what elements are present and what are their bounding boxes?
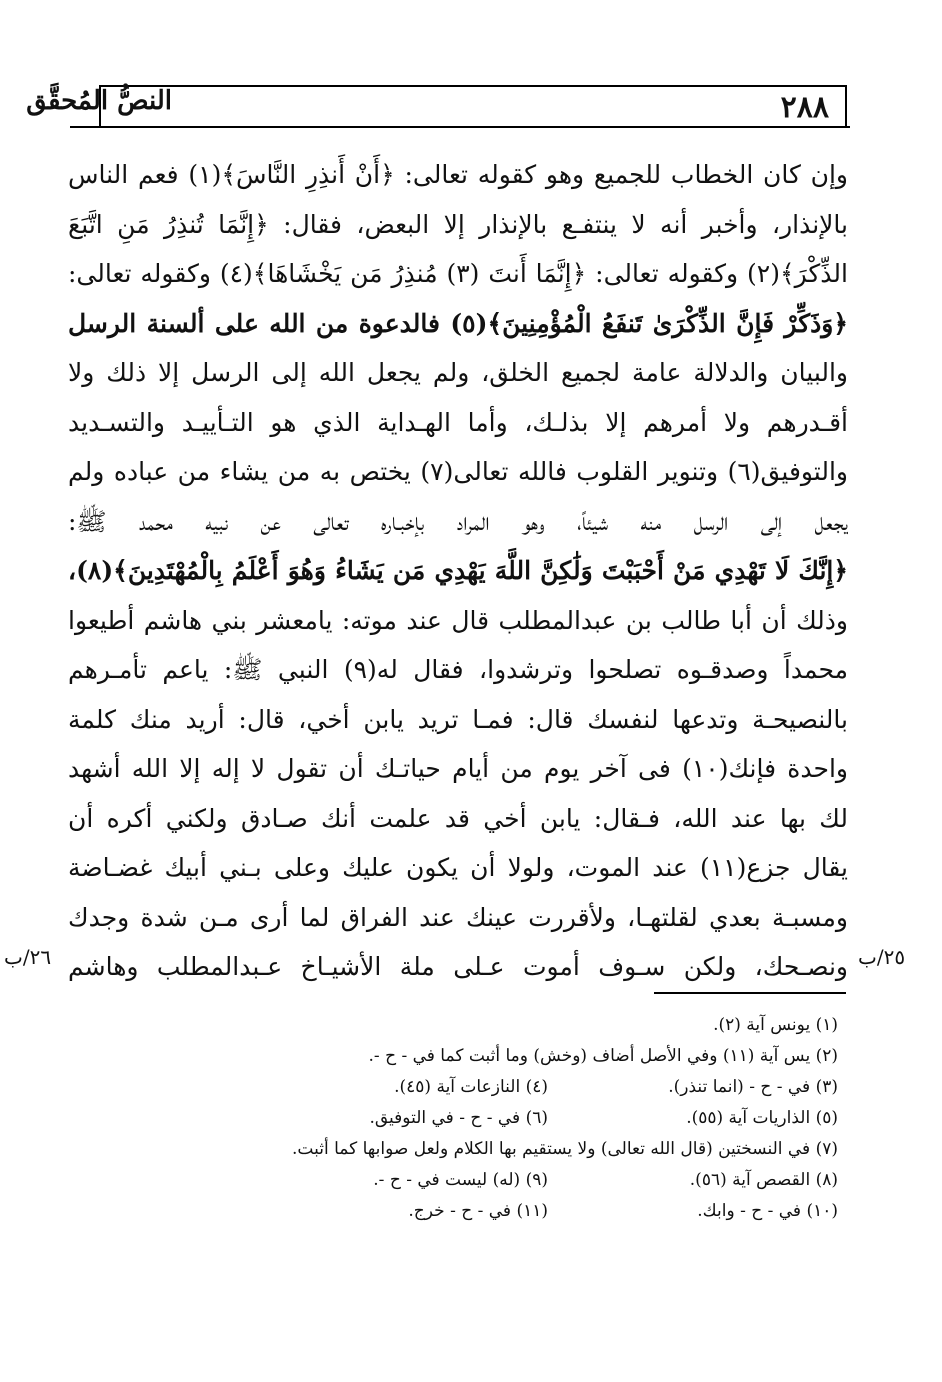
footnote-10: (١٠) في - ح - وابك. — [697, 1201, 838, 1221]
main-text — [68, 150, 848, 992]
footnote-separator — [654, 992, 846, 994]
text-line: واحدة فإنك(١٠) فى آخر يوم من أيام حياتـك أن تقول لا إله إلا الله أشهد — [68, 754, 848, 783]
quran-verse-line: ﴿إِنَّكَ لَا تَهْدِي مَنْ أَحْبَبْتَ وَلَٰكِنَّ اللَّهَ يَهْدِي مَن يَشَاءُ وَهُوَ أَعْلَمُ بِالْمُهْتَدِينَ﴾(٨)، — [68, 556, 848, 585]
running-header-title: النصُّ المُحقَّق — [26, 86, 172, 116]
text-line: بالنصيحـة وتدعها لنفسك قال: فمـا تريد يابن أخي، قال: أريد منك كلمة — [68, 704, 848, 734]
footnote-2: (٢) يس آية (١١) وفي الأصل أضاف (وخش) وما أثبت كما في - ح -. — [368, 1046, 838, 1066]
text-line: والبيان والدلالة عامة لجميع الخلق، ولم يجعل الله إلى الرسل إلا ذلك ولا — [68, 358, 848, 387]
page-number-box — [99, 85, 847, 127]
text-line: بالإنذار، وأخبر أنه لا ينتفـع بالإنذار إلا البعض، فقال: ﴿إِنَّمَا تُنذِرُ مَنِ اتَّبَعَ — [68, 209, 848, 239]
footnote-row — [158, 1134, 838, 1165]
text-line: ونصـحك، ولكن سـوف أموت عـلى ملة الأشيـاخ عـبدالمطلب وهاشم — [68, 952, 848, 981]
text-line: يقال جزع(١١) عند الموت، ولولا أن يكون عليك وعلى بـني أبيك غضـاضة — [68, 853, 848, 882]
text-line: وإن كان الخطاب للجميع وهو كقوله تعالى: ﴿أَنْ أَنذِرِ النَّاسَ﴾(١) فعم الناس — [68, 160, 848, 189]
text-line: لك بها عند الله، فـقال: يابن أخي قد علمت أنك صـادق ولكني أكره أن — [68, 803, 848, 833]
text-line: محمداً وصدقـوه تصلحوا وترشدوا، فقال له(٩) النبي ﷺ: ياعم تأمـرهم — [68, 655, 848, 684]
footnote-row — [158, 1041, 838, 1072]
footnote-6: (٦) في - ح - في التوفيق. — [369, 1108, 548, 1128]
footnote-9: (٩) (له) ليست في - ح -. — [373, 1170, 548, 1190]
footnote-1: (١) يونس آية (٢). — [713, 1015, 838, 1035]
footnote-row — [158, 1196, 838, 1227]
text-line: الذِّكْرَ﴾(٢) وكقوله تعالى: ﴿إِنَّمَا أَنتَ (٣) مُنذِرُ مَن يَخْشَاهَا﴾(٤) وكقوله تعالى: — [68, 259, 848, 288]
text-line: أقـدرهم ولا أمرهم إلا بذلـك، وأما الهـداية الذي هو التـأييـد والتسـديد — [68, 407, 848, 437]
footnote-3: (٣) في - ح - (انما تنذر). — [668, 1077, 838, 1097]
footnote-8: (٨) القصص آية (٥٦). — [689, 1170, 838, 1190]
page-number: ٢٨٨ — [780, 90, 829, 125]
footnote-11: (١١) في - ح - خرج. — [408, 1201, 548, 1221]
footnote-row — [158, 1165, 838, 1196]
quran-verse-line: ﴿وَذَكِّرْ فَإِنَّ الذِّكْرَىٰ تَنفَعُ الْمُؤْمِنِينَ﴾(٥) فالدعوة من الله على ألسنة الرسل — [68, 308, 848, 338]
header-rule — [70, 126, 850, 128]
text-line: يجعل إلى الرسل منه شيئاً، وهو المراد بإخبـاره تعالى عن نبيه محمد ﷺ: — [68, 506, 848, 536]
text-line: ومسبـة بعدي لقلتهـا، ولأقررت عينك عند الفراق لما أرى مـن شدة وجدك — [68, 902, 848, 932]
manuscript-folio-marker-right: ٢٥/ب — [858, 945, 906, 969]
text-line: وذلك أن أبا طالب بن عبدالمطلب قال عند موته: يامعشر بني هاشم أطيعوا — [68, 605, 848, 635]
text-line: والتوفيق(٦) وتنوير القلوب فالله تعالى(٧) يختص به من يشاء من عباده ولم — [68, 457, 848, 486]
footnote-row — [158, 1010, 838, 1041]
footnote-5: (٥) الذاريات آية (٥٥). — [686, 1108, 838, 1128]
footnote-row — [158, 1072, 838, 1103]
footnote-7: (٧) في النسختين (قال الله تعالى) ولا يستقيم بها الكلام ولعل صوابها كما أثبت. — [292, 1139, 838, 1159]
footnotes — [158, 1010, 838, 1227]
manuscript-folio-marker-left: ٢٦/ب — [4, 945, 52, 969]
footnote-4: (٤) النازعات آية (٤٥). — [394, 1077, 548, 1097]
footnote-row — [158, 1103, 838, 1134]
